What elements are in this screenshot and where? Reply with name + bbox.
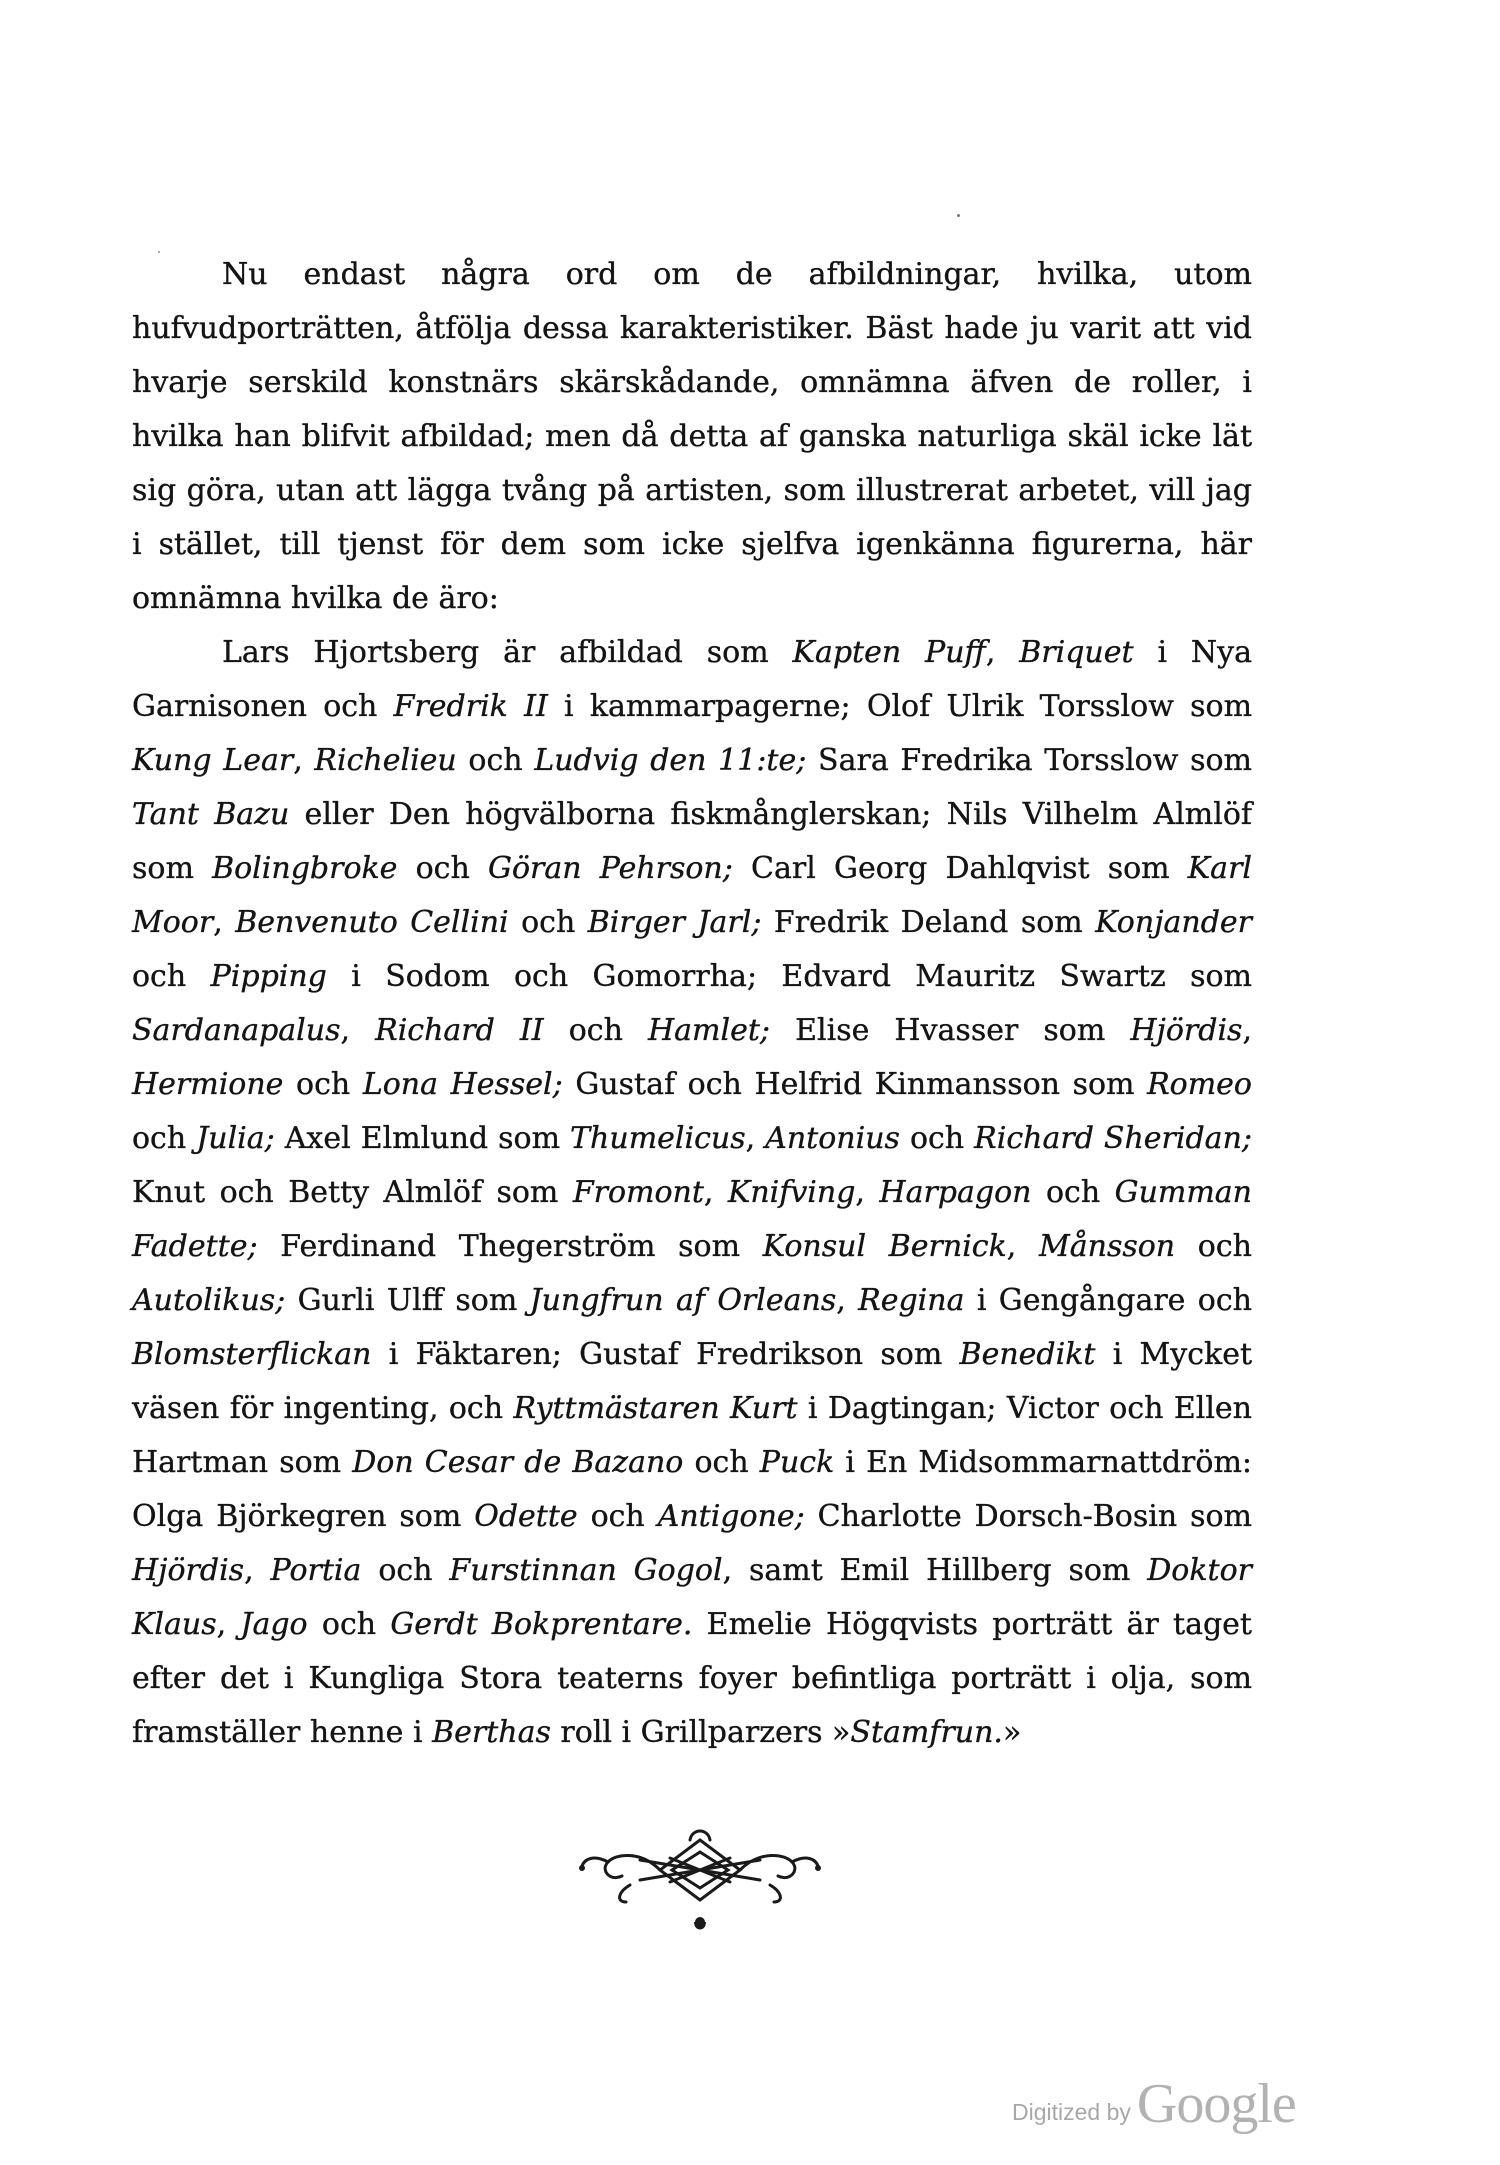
text-run: och — [577, 1499, 658, 1534]
role-name: Julia; — [196, 1121, 275, 1156]
text-run: , — [985, 635, 1020, 670]
role-name: Fredrik II — [393, 689, 548, 724]
text-run: i En Midsommarnattdröm: Olga Björkegren som — [132, 1445, 1253, 1534]
role-name: Harpagon — [879, 1175, 1032, 1210]
role-name: Briquet — [1019, 635, 1134, 670]
role-name: Karl Moor — [132, 851, 1252, 940]
role-name: Tant Bazu — [132, 797, 290, 832]
role-name: Regina — [858, 1283, 965, 1318]
role-name: Kung Lear — [132, 743, 294, 778]
text-run: och — [508, 905, 588, 940]
text-run: , — [1006, 1229, 1040, 1264]
role-name: Gumman Fadette; — [132, 1175, 1252, 1264]
text-run: , — [1242, 1013, 1252, 1048]
role-name: Konsul Bernick — [762, 1229, 1007, 1264]
google-logo: Google — [1136, 2073, 1296, 2135]
text-run: Sara Fredrika Torsslow som — [806, 743, 1252, 778]
role-name: Månsson — [1039, 1229, 1176, 1264]
role-name: Pipping — [210, 959, 327, 994]
text-run: i kammarpagerne; Olof Ulrik Torsslow som — [547, 689, 1253, 724]
text-run: Gurli Ulff som — [285, 1283, 530, 1318]
role-name: Knifving — [727, 1175, 856, 1210]
text-run: , — [836, 1283, 859, 1318]
role-name: Jungfrun af Orleans — [529, 1283, 837, 1318]
text-run: roll i Grillparzers » — [550, 1715, 851, 1750]
text-run: i Fäktaren; Gustaf Fredrikson som — [371, 1337, 960, 1372]
text-run: och — [683, 1445, 760, 1480]
role-name: Richelieu — [314, 743, 457, 778]
text-run: och — [283, 1067, 363, 1102]
role-name: Richard II — [375, 1013, 544, 1048]
digitized-by-google-watermark — [1012, 2072, 1296, 2135]
role-name: Benvenuto Cellini — [235, 905, 509, 940]
text-run: och — [132, 1121, 197, 1156]
role-name: Gerdt Bokprentare. — [390, 1607, 693, 1642]
text-run: » — [1002, 1715, 1022, 1750]
text-run: och — [307, 1607, 391, 1642]
role-name: Hjördis — [132, 1553, 245, 1588]
text-run: Knut och Betty Almlöf som — [132, 1175, 573, 1210]
paragraph-intro: Nu endast några ord om de afbildningar, hvilka, utom hufvudporträtten, åtfölja dessa karakteristiker. Bäst hade ju varit att vid hvarje serskild konstnärs skärskådande, omnämna äfven de roller, i hvilka han blifvit afbildad; men då detta af ganska naturliga skäl icke lät sig göra, utan att lägga tvång på artisten, som illustrerat arbetet, vill jag i stället, till tjenst för dem som icke sjelfva igenkänna figurerna, här omnämna hvilka de äro: — [132, 257, 1252, 616]
role-name: Furstinnan Gogol — [449, 1553, 723, 1588]
text-run: Charlotte Dorsch-Bosin som — [804, 1499, 1252, 1534]
text-run: och — [899, 1121, 975, 1156]
text-run: , — [244, 1553, 271, 1588]
text-run: och — [132, 959, 211, 994]
role-name: Stamfrun. — [850, 1715, 1003, 1750]
role-name: Puck — [759, 1445, 835, 1480]
role-name: Portia — [270, 1553, 362, 1588]
text-run: , — [745, 1121, 766, 1156]
role-name: Birger Jarl; — [587, 905, 762, 940]
text-run: Axel Elmlund som — [274, 1121, 571, 1156]
text-run: Carl Georg Dahlqvist som — [732, 851, 1188, 886]
role-name: Hjördis — [1130, 1013, 1243, 1048]
role-name: Ryttmästaren Kurt — [513, 1391, 798, 1426]
text-run: , samt Emil Hillberg som — [722, 1553, 1148, 1588]
role-name: Autolikus; — [132, 1283, 286, 1318]
role-name: Jago — [240, 1607, 308, 1642]
role-name: Antigone; — [657, 1499, 805, 1534]
decorative-knot-ornament-icon — [570, 1810, 830, 1940]
body-text — [132, 248, 1252, 1760]
watermark-prefix: Digitized by — [1012, 2099, 1131, 2125]
role-name: Kapten Puff — [792, 635, 986, 670]
text-run: Lars Hjortsberg är afbildad som — [222, 635, 793, 670]
text-run: och — [361, 1553, 450, 1588]
text-run: , — [216, 1607, 241, 1642]
text-run: Ferdinand Thegerström som — [257, 1229, 763, 1264]
text-run: , — [340, 1013, 376, 1048]
role-name: Don Cesar de Bazano — [352, 1445, 684, 1480]
text-run: i Gengångare och — [964, 1283, 1252, 1318]
text-run: i Sodom och Gomorrha; Edvard Mauritz Swartz som — [326, 959, 1252, 994]
text-run: , — [213, 905, 236, 940]
role-name: Antonius — [765, 1121, 900, 1156]
text-run: , — [293, 743, 315, 778]
text-run: Gustaf och Helfrid Kinmansson som — [562, 1067, 1148, 1102]
text-run: och — [1175, 1229, 1252, 1264]
role-name: Hermione — [132, 1067, 284, 1102]
text-run: , — [703, 1175, 728, 1210]
text-run: eller Den högvälborna fiskmånglerskan; Nils Vilhelm Almlöf som — [132, 797, 1252, 886]
role-name: Ludvig den 11:te; — [534, 743, 807, 778]
role-name: Romeo — [1147, 1067, 1252, 1102]
role-name: Odette — [474, 1499, 578, 1534]
text-run: Emelie Högqvists porträtt är taget efter det i Kungliga Stora teaterns foyer befintliga porträtt i olja, som framställer henne i — [132, 1607, 1252, 1750]
role-name: Hamlet; — [648, 1013, 771, 1048]
role-name: Lona Hessel; — [362, 1067, 563, 1102]
role-name: Sardanapalus — [132, 1013, 341, 1048]
text-run: Fredrik Deland som — [761, 905, 1096, 940]
text-run: i Mycket väsen för ingenting, och — [132, 1337, 1252, 1426]
text-run: och — [456, 743, 535, 778]
role-name: Bolingbroke — [212, 851, 398, 886]
paragraph-role-list — [132, 626, 1252, 1760]
text-run: och — [543, 1013, 648, 1048]
text-run: i Dagtingan; Victor och Ellen Hartman som — [132, 1391, 1253, 1480]
role-name: Benedikt — [959, 1337, 1096, 1372]
role-name: Berthas — [432, 1715, 551, 1750]
role-name: Konjander — [1095, 905, 1252, 940]
text-run: i Nya Garnisonen och — [132, 635, 1253, 724]
text-run: Elise Hvasser som — [770, 1013, 1131, 1048]
role-name: Blomsterflickan — [132, 1337, 372, 1372]
text-run: och — [397, 851, 488, 886]
role-name: Göran Pehrson; — [487, 851, 733, 886]
role-name: Doktor Klaus — [132, 1553, 1253, 1642]
role-name: Fromont — [572, 1175, 704, 1210]
role-name: Richard Sheridan; — [974, 1121, 1252, 1156]
text-run: , — [855, 1175, 880, 1210]
text-run: och — [1031, 1175, 1115, 1210]
role-name: Thumelicus — [570, 1121, 746, 1156]
speck-mark — [957, 214, 960, 217]
